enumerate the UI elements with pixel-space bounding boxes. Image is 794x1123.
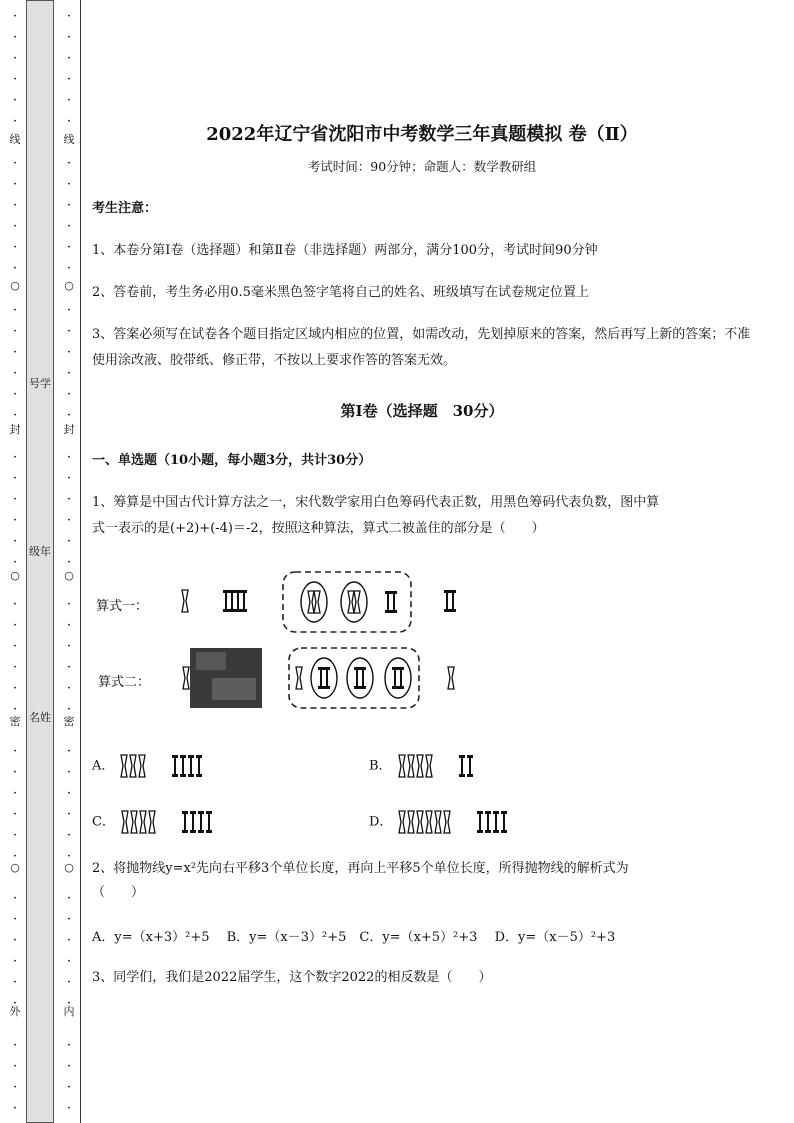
negative-rod [241,590,247,612]
rod [354,667,360,689]
margin-mark: • [13,979,17,986]
rod [308,591,314,613]
margin-mark: • [67,664,71,671]
option-white-rod [149,811,155,833]
margin-mark: • [13,244,17,251]
margin-mark: • [13,853,17,860]
margin-mark: • [67,181,71,188]
notice-item-3: 3、答案必须写在试卷各个题目指定区域内相应的位置，如需改动，先划掉原来的答案，然后再写上新的答案；不准使用涂改液、胶带纸、修正带，不按以上要求作答的答案无效。 [92,327,751,368]
margin-mark: • [13,202,17,209]
margin-mark: 密 [9,715,21,728]
q1-option-a[interactable]: A． [92,752,254,780]
notice-item-1: 1、本卷分第Ⅰ卷（选择题）和第Ⅱ卷（非选择题）两部分，满分100分，考试时间90分钟 [92,243,598,258]
margin-mark: • [13,181,17,188]
rod [392,667,398,689]
margin-mark: • [67,811,71,818]
option-white-rod [399,755,405,777]
margin-mark: ○ [64,569,74,582]
q1-line-2: 式一表示的是(+2)+(-4)＝-2，按照这种算法，算式二被盖住的部分是（ ） [92,521,545,536]
option-b-rods [392,752,532,780]
margin-mark: • [13,958,17,965]
counting-rod-figure [92,560,492,720]
margin-mark: • [13,1042,17,1049]
margin-mark: • [13,1105,17,1112]
grade-label: 级年 [29,545,51,558]
margin-mark: • [13,790,17,797]
margin-mark: • [13,76,17,83]
margin-mark: ○ [10,861,20,874]
margin-mark: • [67,13,71,20]
margin-mark: 封 [9,423,21,436]
margin-mark: • [13,832,17,839]
rod-circle [301,582,327,622]
margin-mark: 密 [63,715,75,728]
margin-mark: • [67,559,71,566]
option-black-rod [501,811,507,833]
margin-mark: • [13,601,17,608]
rod [348,591,354,613]
right-dot-column [62,0,76,1123]
option-white-rod [140,811,146,833]
option-black-rod [182,811,188,833]
margin-mark: • [13,1000,17,1007]
equation-one-rods [182,582,456,622]
margin-mark: • [67,223,71,230]
margin-mark: ○ [10,279,20,292]
q1-option-d[interactable]: D． [369,808,532,836]
option-d-rods [392,808,532,836]
option-a-rods [114,752,254,780]
margin-mark: • [67,538,71,545]
margin-mark: • [67,832,71,839]
margin-mark: • [13,559,17,566]
q2-line-1: 2、将抛物线y=x²先向右平移3个单位长度，再向上平移5个单位长度，所得抛物线的解析式为 [92,861,629,876]
margin-mark: ○ [64,861,74,874]
negative-rod [229,590,235,612]
option-black-rod [196,755,202,777]
margin-mark: • [13,643,17,650]
rod [354,591,360,613]
rod [318,667,324,689]
margin-mark: • [67,601,71,608]
margin-mark: • [13,1084,17,1091]
margin-mark: • [67,328,71,335]
margin-mark: • [13,895,17,902]
margin-mark: 外 [9,1005,21,1018]
margin-mark: • [67,622,71,629]
margin-mark: • [67,1042,71,1049]
margin-mark: • [13,34,17,41]
rod-circle [385,658,411,698]
margin-mark: • [13,1063,17,1070]
option-black-rod [198,811,204,833]
part-one-heading: 一、单选题（10小题，每小题3分，共计30分） [92,453,372,468]
option-black-rod [477,811,483,833]
margin-mark: • [13,55,17,62]
margin-mark: • [67,895,71,902]
rod [448,667,454,689]
fig-label-1: 算式一： [96,599,149,614]
option-black-rod [180,755,186,777]
margin-mark: • [13,97,17,104]
notice-heading: 考生注意： [92,201,158,216]
margin-mark: • [67,1000,71,1007]
page-title: 2022年辽宁省沈阳市中考数学三年真题模拟 卷（Ⅱ） [206,124,638,145]
margin-mark: • [67,979,71,986]
margin-mark: • [13,118,17,125]
margin-mark: • [67,1105,71,1112]
negative-rod [223,590,229,612]
option-white-rod [444,811,450,833]
option-black-rod [493,811,499,833]
margin-mark: • [13,664,17,671]
margin-mark: 封 [63,423,75,436]
rod [450,590,456,612]
margin-mark: • [67,265,71,272]
section-title: 第Ⅰ卷（选择题 30分） [340,402,504,420]
option-white-rod [417,811,423,833]
option-black-rod [188,755,194,777]
margin-mark: • [67,76,71,83]
margin-mark: • [67,202,71,209]
margin-mark: • [67,1063,71,1070]
margin-mark: • [67,244,71,251]
margin-mark: ○ [64,279,74,292]
option-white-rod [131,811,137,833]
option-white-rod [130,755,136,777]
option-white-rod [408,811,414,833]
option-white-rod [139,755,145,777]
margin-mark: • [13,349,17,356]
margin-mark: • [67,853,71,860]
margin-mark: • [67,790,71,797]
margin-mark: • [67,97,71,104]
option-white-rod [417,755,423,777]
left-dot-column [8,0,22,1123]
option-white-rod [399,811,405,833]
margin-mark: • [67,958,71,965]
margin-mark: • [13,622,17,629]
option-white-rod [122,811,128,833]
margin-mark: ○ [10,569,20,582]
margin-mark: • [13,937,17,944]
q2-choices[interactable]: A．y=（x+3）²+5 B．y=（x－3）²+5 C．y=（x+5）²+3 D．y=（x－5）²+3 [92,930,616,945]
dashed-box-1 [283,572,411,632]
margin-mark: • [13,160,17,167]
rod [296,667,302,689]
option-black-rod [206,811,212,833]
margin-mark: • [67,307,71,314]
margin-mark: 线 [9,133,21,146]
margin-mark: • [67,118,71,125]
margin-mark: • [67,748,71,755]
margin-mark: • [67,916,71,923]
margin-mark: • [13,517,17,524]
rod-circle [311,658,337,698]
q2-line-2: （ ） [92,885,145,900]
margin-mark: • [13,307,17,314]
margin-mark: • [67,685,71,692]
margin-mark: • [67,496,71,503]
margin-mark: 内 [63,1005,75,1018]
rod [324,667,330,689]
margin-mark: • [67,769,71,776]
option-white-rod [426,755,432,777]
positive-rod [182,590,188,612]
q1-option-b[interactable]: B． [369,752,532,780]
rod [398,667,404,689]
margin-mark: • [13,412,17,419]
margin-mark: 线 [63,133,75,146]
option-black-rod [485,811,491,833]
dashed-box-2 [289,648,419,708]
q1-option-c[interactable]: C． [92,808,255,836]
option-c-rods [115,808,255,836]
option-black-rod [459,755,465,777]
margin-mark: • [13,454,17,461]
rod [444,590,450,612]
margin-mark: • [67,370,71,377]
margin-mark: • [13,13,17,20]
margin-mark: • [67,349,71,356]
binding-strip [26,0,54,1123]
margin-mark: • [67,160,71,167]
fig-label-2: 算式二： [98,675,151,690]
rod [391,591,397,613]
margin-mark: • [13,328,17,335]
margin-mark: • [67,475,71,482]
option-white-rod [426,811,432,833]
margin-mark: • [13,223,17,230]
option-white-rod [408,755,414,777]
margin-mark: • [67,643,71,650]
name-label: 名姓 [29,711,51,724]
positive-rod [183,667,189,689]
margin-mark: • [67,1084,71,1091]
margin-mark: • [67,391,71,398]
notice-item-2: 2、答卷前，考生务必用0.5毫米黑色签字笔将自己的姓名、班级填写在试卷规定位置上 [92,285,589,300]
rod [314,591,320,613]
margin-mark: • [67,412,71,419]
margin-mark: • [67,55,71,62]
margin-mark: • [13,769,17,776]
q3-line-1: 3、同学们，我们是2022届学生，这个数字2022的相反数是（ ） [92,970,492,985]
margin-mark: • [67,937,71,944]
exam-meta: 考试时间：90分钟；命题人：数学教研组 [307,159,537,174]
option-black-rod [190,811,196,833]
margin-mark: • [67,34,71,41]
binding-rule [80,0,81,1123]
margin-mark: • [13,265,17,272]
margin-mark: • [13,685,17,692]
margin-mark: • [67,454,71,461]
rod [360,667,366,689]
margin-mark: • [67,706,71,713]
rod [385,591,391,613]
margin-mark: • [13,811,17,818]
rod-circle [347,658,373,698]
margin-mark: • [67,517,71,524]
margin-mark: • [13,391,17,398]
q1-line-1: 1、筹算是中国古代计算方法之一，宋代数学家用白色筹码代表正数，用黑色筹码代表负数，图中算 [92,495,660,510]
margin-mark: • [13,748,17,755]
option-white-rod [121,755,127,777]
margin-mark: • [13,916,17,923]
margin-mark: • [13,538,17,545]
negative-rod [235,590,241,612]
margin-mark: • [13,496,17,503]
student-number-label: 号学 [29,377,51,390]
rod-circle [341,582,367,622]
option-white-rod [435,811,441,833]
margin-mark: • [13,706,17,713]
margin-mark: • [13,370,17,377]
option-black-rod [467,755,473,777]
margin-mark: • [13,475,17,482]
option-black-rod [172,755,178,777]
